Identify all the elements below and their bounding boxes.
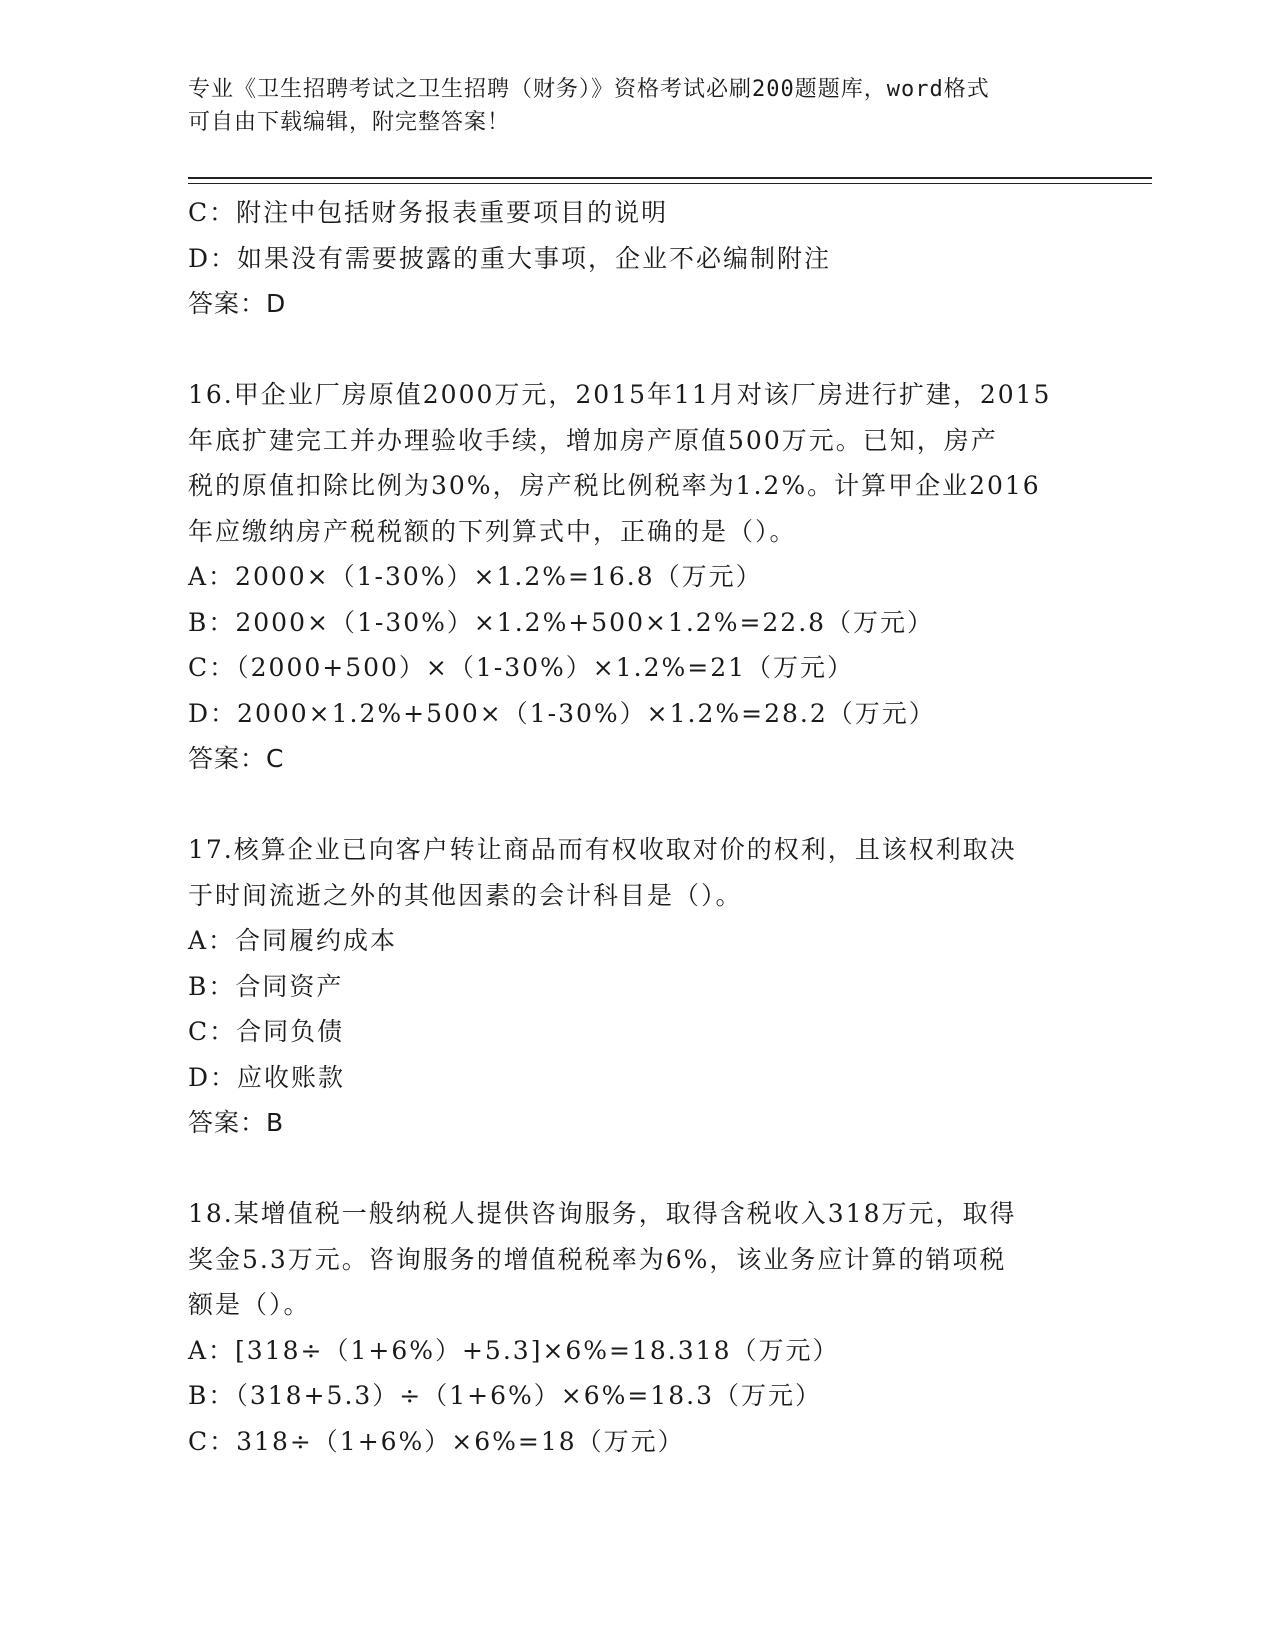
q18-option-b: B：（318+5.3）÷（1+6%）×6%=18.3（万元） [188,1381,822,1410]
q16-option-b: B：2000×（1-30%）×1.2%+500×1.2%=22.8（万元） [188,607,935,637]
question-16 [188,372,1088,782]
question-content [188,190,1088,1464]
q16-option-a: A：2000×（1-30%）×1.2%=16.8（万元） [188,562,763,591]
q15-option-c: C：附注中包括财务报表重要项目的说明 [188,198,669,227]
q18-option-c: C：318÷（1+6%）×6%=18（万元） [188,1426,685,1456]
q17-stem-line: 于时间流逝之外的其他因素的会计科目是（）。 [188,880,743,910]
question-18 [188,1191,1088,1464]
q18-stem-line: 额是（）。 [188,1290,311,1319]
q16-stem-line: 年底扩建完工并办理验收手续，增加房产原值500万元。已知，房产 [188,425,998,455]
q18-stem-line: 18.某增值税一般纳税人提供咨询服务，取得含税收入318万元，取得 [188,1199,1017,1228]
q17-option-a: A：合同履约成本 [188,926,398,955]
q17-stem-line: 17.核算企业已向客户转让商品而有权收取对价的权利，且该权利取决 [188,835,1017,864]
spacer [188,1146,1088,1192]
q16-option-d: D：2000×1.2%+500×（1-30%）×1.2%=28.2（万元） [188,698,936,728]
q17-option-d: D：应收账款 [188,1062,346,1092]
q16-stem-line: 税的原值扣除比例为30%，房产税比例税率为1.2%。计算甲企业2016 [188,471,1041,500]
q17-option-b: B：合同资产 [188,971,344,1001]
spacer [188,327,1088,373]
header-title-line-1: 专业《卫生招聘考试之卫生招聘（财务）》资格考试必刷200题题库，word格式 [188,77,990,102]
q15-answer: 答案：D [188,289,287,318]
q16-answer: 答案：C [188,744,285,773]
q18-option-a: A：[318÷（1+6%）+5.3]×6%=18.318（万元） [188,1335,840,1365]
q15-option-d: D：如果没有需要披露的重大事项，企业不必编制附注 [188,243,832,273]
q17-answer: 答案：B [188,1108,285,1137]
q17-option-c: C：合同负债 [188,1017,345,1046]
spacer [188,782,1088,828]
q16-stem-line: 年应缴纳房产税税额的下列算式中，正确的是（）。 [188,516,797,546]
q16-option-c: C：（2000+500）×（1-30%）×1.2%=21（万元） [188,653,855,682]
header-divider-thin [188,183,1152,184]
question-17 [188,827,1088,1146]
q18-stem-line: 奖金5.3万元。咨询服务的增值税税率为6%，该业务应计算的销项税 [188,1244,1007,1274]
header-divider-thick [188,177,1152,179]
question-15-tail [188,190,1088,327]
q16-stem-line: 16.甲企业厂房原值2000万元，2015年11月对该厂房进行扩建，2015 [188,380,1052,409]
page-header [188,73,1068,139]
header-title-line-2: 可自由下载编辑，附完整答案！ [188,110,511,135]
